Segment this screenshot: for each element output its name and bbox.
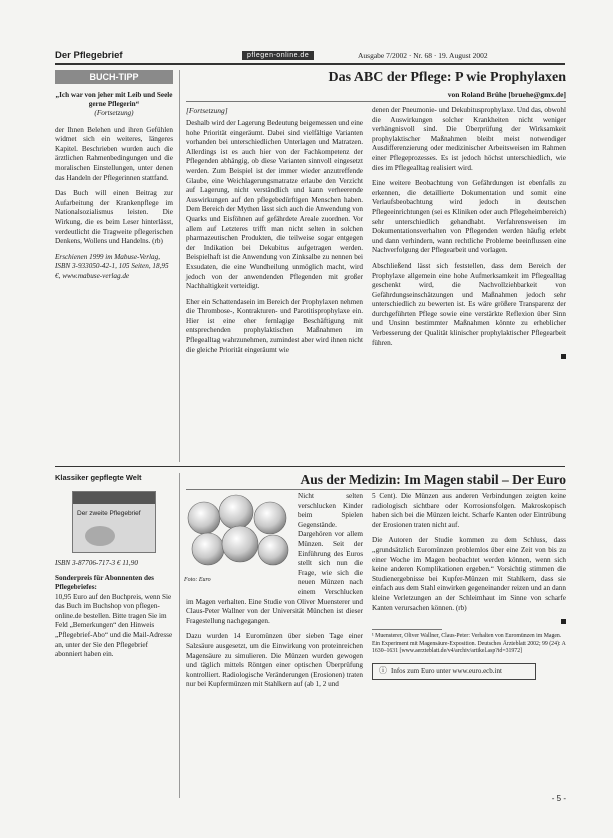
book-tip-source: Erschienen 1999 im Mabuse-Verlag, ISBN 3-933050-42-1, 105 Seiten, 18,95 €, www.mabuse-verlag.de [55, 252, 169, 280]
footnote-rule [372, 629, 442, 630]
book-tip-sidebar [55, 70, 173, 288]
book-tip-label: BUCH-TIPP [55, 70, 173, 84]
masthead-logo: pflegen-online.de [242, 51, 314, 60]
article-end-mark [561, 354, 566, 359]
book-offer-text: 10,95 Euro auf den Buchpreis, wenn Sie das Buch im Buchshop von pflegen-online.de bestellen. Bitte tragen Sie im Feld „Bemerkungen“ den Hinweis „Pflegebrief-Abo“ und die Mail-Adresse an, unter der Sie den Pflegebrief abonniert haben ein. [55, 592, 173, 659]
medicine-title-rule [186, 489, 566, 490]
column-separator [179, 70, 180, 462]
abc-col2-paragraph-3: Abschließend lässt sich feststellen, dass dem Bereich der Prophylaxe allgemein eine hohe Aufmerksamkeit im Pflegealltag geschenkt wird, die Nachvollziehbarkeit von Gefährdungseinschätzungen und Maßnahmen jedoch sehr unterschiedlich zu bewerten ist. Es wäre größere Transparenz der durchgeführten Pflege sowie eine verstärkte Reflexion über Sinn und Unsinn bestimmter Maßnahmen könnte zu erheblicher Verbesserung der Qualität klinischer prophylaktischer Pflegearbeit führen. [372, 261, 566, 347]
page-number: - 5 - [551, 794, 566, 803]
medicine-column-1 [186, 492, 363, 696]
abc-title-rule [186, 101, 566, 102]
medicine-end-mark [561, 619, 566, 624]
abc-col1-paragraph-2: Eher ein Schattendasein im Bereich der Prophylaxen nehmen die Thrombose-, Kontrakturen- und Parotitisprophylaxe ein. Hier ist eine eher fernlagige Beschäftigung mit entsprechenden prophylaktischen Maßnahmen im Pflegealltag wahrzunehmen, zumindest aber wird ihnen nicht die gleiche Priorität eingeräumt wie [186, 297, 363, 354]
book-cover-illustration [85, 526, 115, 546]
medicine-col1-paragraph-2: Dazu wurden 14 Euromünzen über sieben Tage einer Salzsäure ausgesetzt, um die Einwirkung von proteinreichen Magensäure zu simulieren. Die Münzen wurden gewogen und täglich mittels Röntgen einer optischen Überprüfung kontrolliert. Radiologische Veränderungen (Erosionen) traten nur bei Kupfermünzen mit Stahlkern auf (ab 1, 2 und [186, 632, 363, 689]
book-cover-image [72, 491, 156, 553]
header-rule [55, 63, 565, 65]
abc-col2-paragraph-1: denen der Pneumonie- und Dekubitusprophylaxe. Und das, obwohl die Auswirkungen solcher Krankheiten nicht weniger verhängnisvoll sind. Die Überprüfung der Wirksamkeit prophylaktischer Maßnahmen bleibt meist notwendiger Ausdifferenzierung oder medizinischer Arbeitsweisen im Rahmen einer Pflegeprozesses. Es ist jedoch höchst unterschiedlich, wie dies im Pflegealltag realisiert wird. [372, 106, 566, 172]
abc-subtitle: [Fortsetzung] [186, 106, 228, 115]
abc-col2-paragraph-2: Eine weitere Beobachtung von Gefährdungen ist ebenfalls zu erkennen, die detaillierte Dokumentation und somit eine Verlaufsbeobachtung wird jedoch in deutschen Pflegeeinrichtungen (sei es Kliniken oder auch Pflegeheimbereich) sehr unterschiedlich gehandhabt. Verfahrensweisen im Dokumentationsverhalten von Pflegenden werden häufig erlebt und dann verhindern, wann rechtliche Probleme beeinflussen eine Nachverfolgung der Pflegearbeit und vorlagen. [372, 179, 566, 255]
medicine-col2-paragraph-2: Die Autoren der Studie kommen zu dem Schluss, dass ,,grundsätzlich Euromünzen problemlos über eine Zeit von bis zu einer Woche im Magen beobachtet werden können, wenn sich keine anderen Komplikationen ergeben.“ Vorsichtig stimmen die Studienergebnisse bei Kupfer-Münzen mit Stahlkern, dass sie einfach aus dem Stahl einwirken gegeneinander reizen und an dann kleine Verletzungen an der Schleimhaut im Sinne von scharfe Kanten verursachen können. (rb) [372, 536, 566, 612]
euro-info-box [372, 663, 536, 680]
issue-info: Ausgabe 7/2002 · Nr. 68 · 19. August 2002 [358, 51, 488, 60]
book-offer-lead: Sonderpreis für Abonnenten des Pflegebriefes: [55, 574, 154, 592]
book-tip-paragraph-1: der Ihnen Belehen und ihren Gefühlen widmet sich ein weiteres, längeres Kapitel. Beschrieben wurden auch die ärztlichen Rahmenbedingungen und die moralischen Einstellungen, unter denen das Handeln der Pflegerinnen stattfand. [55, 125, 173, 182]
book-cover-text: Der zweite Pflegebrief [77, 510, 141, 517]
book-tip-title: „Ich war von jeher mit Leib und Seele gerne Pflegerin“ [55, 91, 173, 109]
photo-caption: Foto: Euro [184, 577, 211, 583]
abc-column-1 [186, 106, 363, 361]
abc-article-title: Das ABC der Pflege: P wie Prophylaxen [328, 70, 566, 85]
medicine-article-title: Aus der Medizin: Im Magen stabil – Der Euro [300, 472, 566, 487]
abc-article-byline: von Roland Brühe [bruehe@gmx.de] [447, 90, 566, 99]
medicine-column-2 [372, 492, 566, 680]
medicine-col1-paragraph-1: Nicht selten verschlucken Kinder beim Spielen Gegenstände. Dargehören vor allem Münzen. Seit der Einführung des Euros stellt sich nun die Frage, wie sich die neuen Münzen nach einem Verschlucken im Magen verhalten. Eine Studie von Oliver Muensterer und Claus-Peter Wallner von der Universität München ist dieser Fragestellung nachgegangen. [186, 492, 363, 625]
abc-col1-paragraph-1: Deshalb wird der Lagerung Bedeutung beigemessen und eine hohe Priorität eingeräumt. Dabei sind vielfältige Varianten vorhanden bei unterschiedlichen Unterlagen und Matratzen. Allerdings ist es auch hier von der Fachkompetenz der Pflegenden abhängig, ob diese Varianten sinnvoll eingesetzt werden. Zum Beispiel ist der immer wieder anzutreffende Glaube, eine Weichlagerungsmatratze erlaube den Verzicht auf Lagerung, nicht verständlich und kann verheerende Auswirkungen auf den pflegebedürftigen Menschen haben. Dem Bereich der Mythen lässt sich auch die Anwendung von Quarks und Eisföhnen auf gefährdete Areale zuordnen. Vor allem auf Letzteres trifft man nicht selten in solchen pharmazeutischen Produkten, die teilweise sogar entgegen der Indikation bei Dekubitus aufgetragen werden. Beispielhaft ist die Anwendung von Zinksalbe zu nennen bei Exsudaten, die eine Wundheilung unmöglich macht, wird jedoch von der anwendenden Pflegenden mit großer Nachhaltigkeit verteidigt. [186, 119, 363, 291]
book-tip-subtitle: (Fortsetzung) [94, 109, 134, 118]
book-tip-paragraph-2: Das Buch will einen Beitrag zur Aufarbeitung der Krankenpflege im Nationalsozialismus leisten. Die Wirkung, die es beim Leser hinterlässt, verdeutlicht die Tragweite pflegerischen Denkens, Wollens und Handelns. (rb) [55, 189, 173, 246]
book-isbn: ISBN 3-87706-717-3 € 11,90 [55, 559, 138, 567]
book-sidebar-heading: Klassiker gepflegte Welt [55, 473, 142, 482]
medicine-col2-paragraph-1: 5 Cent). Die Münzen aus anderen Verbindungen zeigten keine radiologisch sichtbare oder Korrosionsfolgen. Makroskopisch haben sich bei die Münzen leicht. Scharfe Kanten oder Eintrübung der Erosionen traten nicht auf. [372, 492, 566, 529]
book-cover-band [73, 492, 155, 504]
abc-column-2 [372, 106, 566, 359]
photo-wrap-spacer [186, 492, 298, 588]
book-sidebar [55, 473, 173, 666]
info-icon: ⓘ [379, 666, 387, 676]
section-divider [55, 466, 565, 467]
euro-info-text[interactable]: Infos zum Euro unter www.euro.ecb.int [391, 667, 502, 676]
column-separator-2 [179, 473, 180, 798]
medicine-footnote: ¹ Muensterer, Oliver Wallner, Claus-Peter: Verhalten von Euromünzen im Magen. Ein Experiment mit Magensäure-Exposition. Deutsches Ärzteblatt 2002; 99 (24): A 1630–1631 [www.aerzteblatt.de/v4/archiv/artikel.asp?id=31972] [372, 633, 566, 654]
brand-name: Der Pflegebrief [55, 50, 123, 61]
